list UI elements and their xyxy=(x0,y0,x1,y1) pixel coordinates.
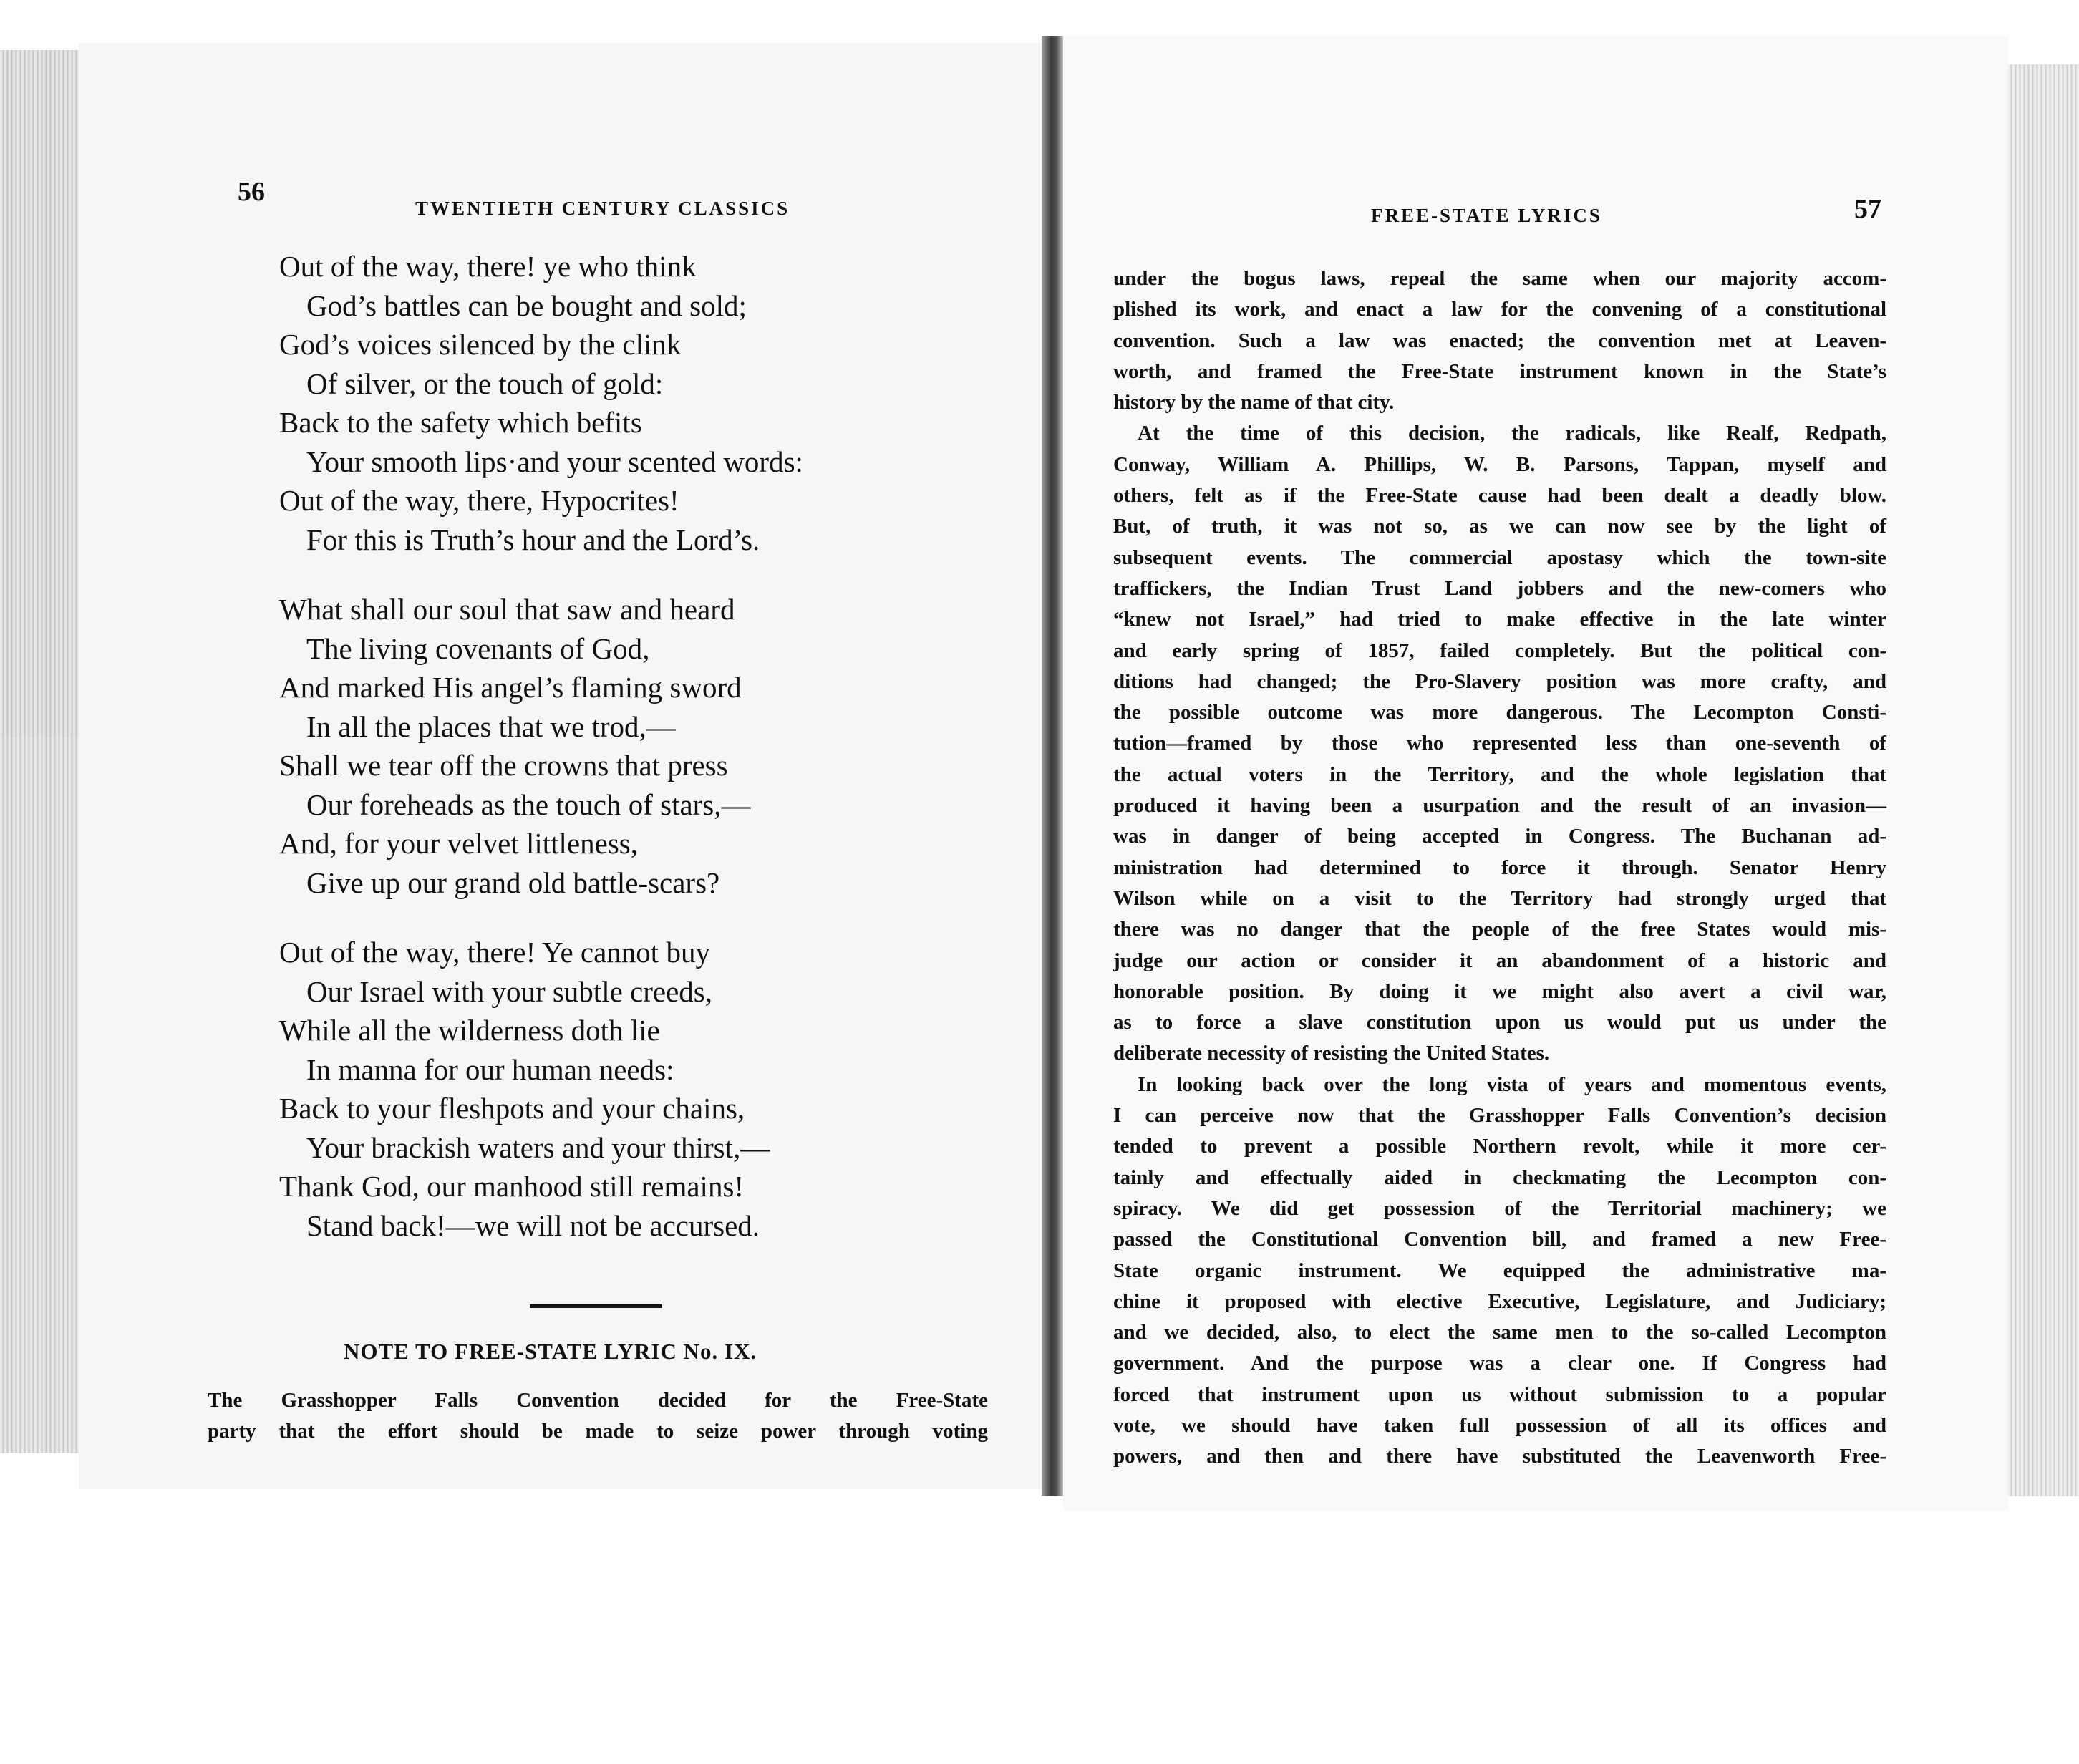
prose-line: But, of truth, it was not so, as we can now see by the light of xyxy=(1113,515,1886,538)
right-page-edges xyxy=(2008,64,2079,1496)
poem-line: Stand back!—we will not be accursed. xyxy=(306,1208,760,1242)
prose-line: ministration had determined to force it through. Senator Henry xyxy=(1113,856,1886,879)
prose-line: tended to prevent a possible Northern revolt, while it more cer- xyxy=(1113,1135,1886,1158)
right-running-head: FREE-STATE LYRICS xyxy=(1371,205,1602,226)
prose-line: “knew not Israel,” had tried to make effective in the late winter xyxy=(1113,608,1886,631)
poem-line: Of silver, or the touch of gold: xyxy=(306,367,664,400)
prose-line: chine it proposed with elective Executive, Legislature, and Judiciary; xyxy=(1113,1289,1886,1313)
poem-line: Out of the way, there, Hypocrites! xyxy=(279,484,679,517)
prose-line: At the time of this decision, the radicals, like Realf, Redpath, xyxy=(1138,422,1886,445)
poem-line: Shall we tear off the crowns that press xyxy=(279,749,728,782)
prose-line: was in danger of being accepted in Congress. The Buchanan ad- xyxy=(1113,825,1886,848)
prose-line: convention. Such a law was enacted; the convention met at Leaven- xyxy=(1113,329,1886,352)
poem-line: And marked His angel’s flaming sword xyxy=(279,671,742,704)
poem-line: The living covenants of God, xyxy=(306,631,650,665)
note-heading: NOTE TO FREE-STATE LYRIC No. IX. xyxy=(344,1339,757,1364)
poem-line: God’s voices silenced by the clink xyxy=(279,328,682,361)
stanza xyxy=(279,933,966,1245)
prose-line: judge our action or consider it an abandonment of a historic and xyxy=(1113,949,1886,972)
prose-line: produced it having been a usurpation and the result of an invasion— xyxy=(1113,794,1886,818)
prose-body xyxy=(1113,263,1886,1473)
book-gutter xyxy=(1042,36,1063,1496)
poem-line: Your smooth lips·and your scented words: xyxy=(306,445,803,478)
note-line: The Grasshopper Falls Convention decided for the Free-State xyxy=(208,1389,988,1412)
prose-line: deliberate necessity of resisting the United States. xyxy=(1113,1042,1550,1065)
stanza xyxy=(279,247,966,559)
prose-line: vote, we should have taken full possession of all its offices and xyxy=(1113,1413,1886,1437)
prose-line: ditions had changed; the Pro-Slavery position was more crafty, and xyxy=(1113,669,1886,693)
poem-line: Our Israel with your subtle creeds, xyxy=(306,974,712,1008)
prose-line: and we decided, also, to elect the same men to the so-called Lecompton xyxy=(1113,1321,1886,1344)
poem-line: Our foreheads as the touch of stars,— xyxy=(306,788,751,821)
prose-line: as to force a slave constitution upon us would put us under the xyxy=(1113,1011,1886,1034)
prose-line: powers, and then and there have substituted the Leavenworth Free- xyxy=(1113,1445,1886,1468)
prose-line: subsequent events. The commercial apostasy which the town-site xyxy=(1113,546,1886,569)
prose-line: tution—framed by those who represented less than one-seventh of xyxy=(1113,732,1886,755)
poem xyxy=(279,247,966,1276)
prose-line: Conway, William A. Phillips, W. B. Parsons, Tappan, myself and xyxy=(1113,452,1886,476)
section-divider xyxy=(530,1304,662,1308)
poem-line: In all the places that we trod,— xyxy=(306,709,676,743)
prose-line: honorable position. By doing it we might also avert a civil war, xyxy=(1113,979,1886,1003)
poem-line: Out of the way, there! ye who think xyxy=(279,250,697,283)
prose-line: State organic instrument. We equipped the administrative ma- xyxy=(1113,1259,1886,1282)
prose-line: Wilson while on a visit to the Territory had strongly urged that xyxy=(1113,886,1886,910)
poem-line: And, for your velvet littleness, xyxy=(279,827,639,860)
stanza xyxy=(279,590,966,902)
prose-line: passed the Constitutional Convention bill, and framed a new Free- xyxy=(1113,1228,1886,1251)
prose-line: others, felt as if the Free-State cause had been dealt a deadly blow. xyxy=(1113,484,1886,508)
poem-line: While all the wilderness doth lie xyxy=(279,1014,660,1047)
left-running-head: TWENTIETH CENTURY CLASSICS xyxy=(415,198,790,219)
poem-line: Back to the safety which befits xyxy=(279,406,642,439)
poem-line: Thank God, our manhood still remains! xyxy=(279,1170,745,1203)
note-line: party that the effort should be made to seize power through voting xyxy=(208,1420,988,1443)
poem-line: In manna for our human needs: xyxy=(306,1052,674,1086)
prose-line: and early spring of 1857, failed completely. But the political con- xyxy=(1113,639,1886,662)
prose-line: I can perceive now that the Grasshopper Falls Convention’s decision xyxy=(1113,1104,1886,1128)
prose-line: the possible outcome was more dangerous. The Lecompton Consti- xyxy=(1113,701,1886,724)
prose-line: there was no danger that the people of the free States would mis- xyxy=(1113,918,1886,941)
prose-line: the actual voters in the Territory, and the whole legislation that xyxy=(1113,762,1886,786)
prose-line: In looking back over the long vista of years and momentous events, xyxy=(1138,1072,1886,1096)
prose-line: spiracy. We did get possession of the Territorial machinery; we xyxy=(1113,1196,1886,1220)
poem-line: For this is Truth’s hour and the Lord’s. xyxy=(306,523,760,556)
poem-line: What shall our soul that saw and heard xyxy=(279,593,735,626)
right-page-number: 57 xyxy=(1854,194,1881,224)
prose-line: government. And the purpose was a clear one. If Congress had xyxy=(1113,1352,1886,1375)
prose-line: worth, and framed the Free-State instrument known in the State’s xyxy=(1113,359,1886,383)
prose-line: history by the name of that city. xyxy=(1113,391,1395,415)
poem-line: Out of the way, there! Ye cannot buy xyxy=(279,936,710,969)
poem-line: Give up our grand old battle-scars? xyxy=(306,866,720,899)
left-page-number: 56 xyxy=(238,177,265,207)
prose-line: traffickers, the Indian Trust Land jobbers and the new-comers who xyxy=(1113,576,1886,600)
poem-line: Your brackish waters and your thirst,— xyxy=(306,1130,770,1164)
poem-line: Back to your fleshpots and your chains, xyxy=(279,1092,745,1125)
prose-line: under the bogus laws, repeal the same when our majority accom- xyxy=(1113,267,1886,290)
prose-line: plished its work, and enact a law for the convening of a constitutional xyxy=(1113,298,1886,321)
prose-line: tainly and effectually aided in checkmating the Lecompton con- xyxy=(1113,1166,1886,1189)
poem-line: God’s battles can be bought and sold; xyxy=(306,289,747,322)
prose-line: forced that instrument upon us without submission to a popular xyxy=(1113,1382,1886,1406)
note-body xyxy=(208,1385,988,1447)
